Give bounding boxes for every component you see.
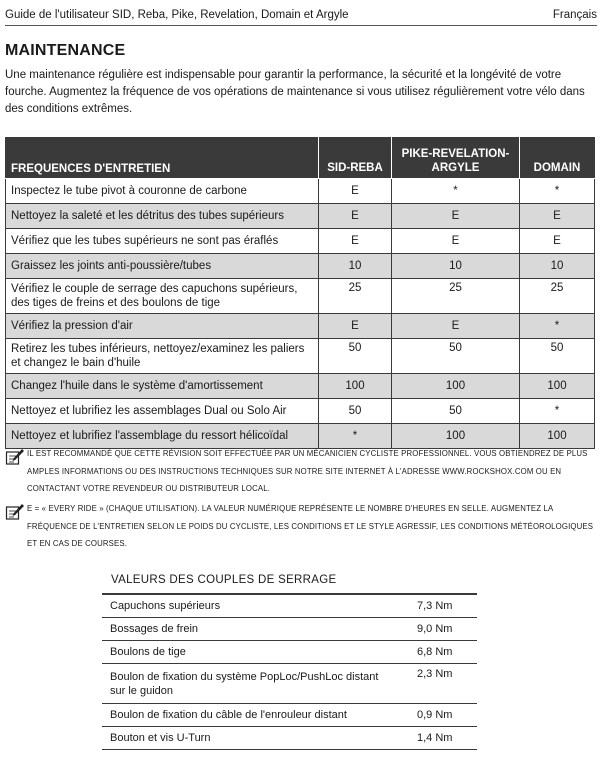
note-pencil-icon	[5, 448, 25, 466]
interval-cell: E	[392, 204, 520, 229]
table-row	[102, 664, 477, 704]
table-row	[102, 618, 477, 641]
header-language: Français	[552, 9, 597, 21]
interval-cell: 50	[392, 339, 520, 374]
interval-cell: E	[319, 314, 392, 339]
torque-value-cell: 7,3 Nm	[397, 594, 477, 618]
interval-cell: 10	[520, 254, 595, 279]
column-header: SID-REBA	[319, 138, 392, 179]
component-cell: Capuchons supérieurs	[102, 594, 397, 618]
interval-cell: *	[520, 314, 595, 339]
note-pencil-icon	[5, 503, 25, 521]
task-cell: Vérifiez le couple de serrage des capuchons supérieurs, des tiges de freins et des boulons de tige	[6, 279, 319, 314]
table-row	[102, 727, 477, 750]
interval-cell: 25	[520, 279, 595, 314]
interval-cell: 10	[319, 254, 392, 279]
interval-cell: 50	[392, 399, 520, 424]
torque-value-cell: 2,3 Nm	[397, 664, 477, 704]
table-row	[6, 374, 595, 399]
interval-cell: E	[319, 229, 392, 254]
component-cell: Boulons de tige	[102, 641, 397, 664]
table-row	[6, 399, 595, 424]
table-row	[6, 254, 595, 279]
header-document-title: Guide de l'utilisateur SID, Reba, Pike, Revelation, Domain et Argyle	[5, 9, 349, 21]
interval-cell: 10	[392, 254, 520, 279]
interval-cell: 100	[520, 424, 595, 449]
table-row	[102, 704, 477, 727]
interval-cell: *	[520, 179, 595, 204]
interval-cell: *	[520, 399, 595, 424]
column-header: DOMAIN	[520, 138, 595, 179]
task-cell: Vérifiez que les tubes supérieurs ne sont pas éraflés	[6, 229, 319, 254]
interval-cell: E	[319, 179, 392, 204]
task-cell: Changez l'huile dans le système d'amortissement	[6, 374, 319, 399]
task-cell: Nettoyez et lubrifiez les assemblages Dual ou Solo Air	[6, 399, 319, 424]
note-professional-service	[5, 445, 597, 498]
torque-table-title: VALEURS DES COUPLES DE SERRAGE	[111, 574, 337, 586]
task-cell: Nettoyez et lubrifiez l'assemblage du ressort hélicoïdal	[6, 424, 319, 449]
interval-cell: E	[520, 204, 595, 229]
column-header: PIKE-REVELATION-ARGYLE	[392, 138, 520, 179]
torque-value-cell: 9,0 Nm	[397, 618, 477, 641]
interval-cell: 50	[319, 399, 392, 424]
interval-cell: E	[319, 204, 392, 229]
task-cell: Vérifiez la pression d'air	[6, 314, 319, 339]
component-cell: Bossages de frein	[102, 618, 397, 641]
interval-cell: E	[392, 314, 520, 339]
interval-cell: E	[520, 229, 595, 254]
table-row	[102, 594, 477, 618]
note-text: E = « EVERY RIDE » (CHAQUE UTILISATION). LA VALEUR NUMÉRIQUE REPRÉSENTE LE NOMBRE D'HEURES EN SELLE. AUGMENTEZ LA FRÉQUENCE DE L'ENTRETIEN SELON LE POIDS DU CYCLISTE, LES CONDITIONS ET LE STYLE AGRESSIF, LES CONDITIONS MÉTÉOROLOGIQUES ET EN CAS DE COURSES.	[27, 504, 594, 548]
task-cell: Nettoyez la saleté et les détritus des tubes supérieurs	[6, 204, 319, 229]
interval-cell: 100	[392, 424, 520, 449]
table-row	[6, 279, 595, 314]
table-header-row	[6, 138, 595, 179]
column-header: FREQUENCES D'ENTRETIEN	[6, 138, 319, 179]
interval-cell: 25	[392, 279, 520, 314]
note-every-ride	[5, 500, 597, 553]
component-cell: Bouton et vis U-Turn	[102, 727, 397, 750]
torque-value-cell: 1,4 Nm	[397, 727, 477, 750]
interval-cell: 100	[392, 374, 520, 399]
interval-cell: *	[392, 179, 520, 204]
torque-values-table	[102, 593, 477, 750]
section-title: MAINTENANCE	[5, 42, 126, 59]
table-row	[6, 229, 595, 254]
task-cell: Retirez les tubes inférieurs, nettoyez/examinez les paliers et changez le bain d'huile	[6, 339, 319, 374]
interval-cell: 100	[319, 374, 392, 399]
component-cell: Boulon de fixation du câble de l'enrouleur distant	[102, 704, 397, 727]
interval-cell: *	[319, 424, 392, 449]
task-cell: Inspectez le tube pivot à couronne de carbone	[6, 179, 319, 204]
torque-value-cell: 6,8 Nm	[397, 641, 477, 664]
table-row	[6, 339, 595, 374]
table-row	[6, 179, 595, 204]
torque-value-cell: 0,9 Nm	[397, 704, 477, 727]
interval-cell: 50	[319, 339, 392, 374]
table-row	[102, 641, 477, 664]
interval-cell: 25	[319, 279, 392, 314]
interval-cell: 50	[520, 339, 595, 374]
interval-cell: 100	[520, 374, 595, 399]
maintenance-frequency-table	[5, 137, 595, 449]
page-header	[5, 7, 597, 26]
table-row	[6, 314, 595, 339]
table-row	[6, 204, 595, 229]
interval-cell: E	[392, 229, 520, 254]
component-cell: Boulon de fixation du système PopLoc/PushLoc distant sur le guidon	[102, 664, 397, 704]
intro-paragraph: Une maintenance régulière est indispensable pour garantir la performance, la sécurité et la longévité de votre fourche. Augmentez la fréquence de vos opérations de maintenance si vous utilisez régulièrement votre vélo dans des conditions extrêmes.	[5, 69, 585, 115]
task-cell: Graissez les joints anti-poussière/tubes	[6, 254, 319, 279]
note-text: IL EST RECOMMANDÉ QUE CETTE RÉVISION SOIT EFFECTUÉE PAR UN MÉCANICIEN CYCLISTE PROFESSIONNEL. VOUS OBTIENDREZ DE PLUS AMPLES INFORMATIONS OU DES INSTRUCTIONS TECHNIQUES SUR NOTRE SITE INTERNET À L'ADRESSE WWW.ROCKSHOX.COM OU EN CONTACTANT VOTRE REVENDEUR OU DISTRIBUTEUR LOCAL.	[27, 449, 588, 493]
